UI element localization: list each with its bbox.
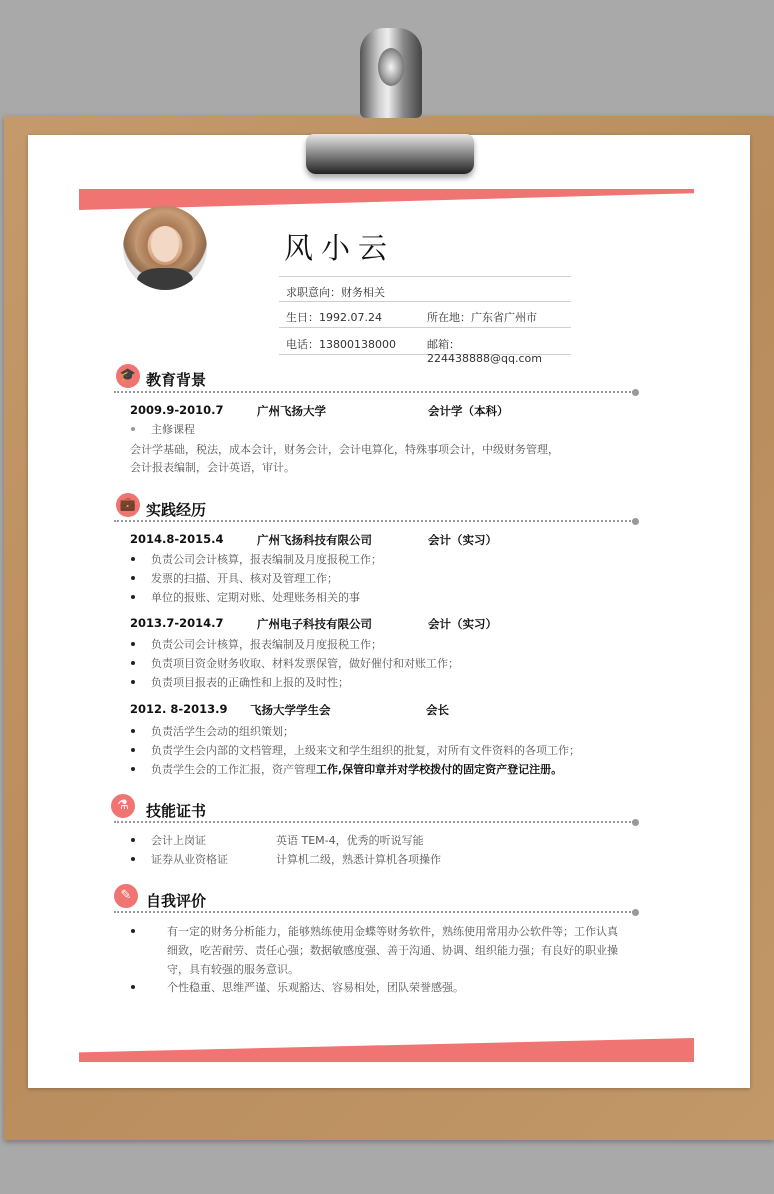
self-eval-title: 自我评价 xyxy=(146,892,207,910)
job2-period: 2013.7-2014.7 xyxy=(130,616,224,630)
candidate-name: 风小云 xyxy=(284,231,396,265)
skills-title: 技能证书 xyxy=(146,802,207,820)
birthday: 生日：1992.07.24 xyxy=(286,311,382,324)
bullet xyxy=(131,767,135,771)
info-row-birth xyxy=(279,302,571,328)
skills-divider xyxy=(114,821,634,823)
avatar-shirt xyxy=(137,268,193,290)
clip-base-icon xyxy=(306,134,474,174)
graduation-cap-icon: 🎓 xyxy=(116,364,140,388)
briefcase-icon: 💼 xyxy=(116,493,140,517)
experience-divider xyxy=(114,520,634,522)
self-eval-divider xyxy=(114,911,634,913)
divider-dot xyxy=(632,909,639,916)
bullet xyxy=(131,557,135,561)
job3-role: 会长 xyxy=(426,703,449,717)
flask-icon: ⚗ xyxy=(111,794,135,818)
job1-company: 广州飞扬科技有限公司 xyxy=(257,533,372,547)
divider-dot xyxy=(632,389,639,396)
skill1-name: 会计上岗证 xyxy=(151,834,206,847)
job3-company: 飞扬大学学生会 xyxy=(250,703,331,717)
skill2-desc: 计算机二级，熟悉计算机各项操作 xyxy=(276,853,441,866)
education-divider xyxy=(114,391,634,393)
job2-role: 会计（实习） xyxy=(428,617,497,631)
phone: 电话：13800138000 xyxy=(286,338,396,351)
bullet xyxy=(131,680,135,684)
bullet xyxy=(131,985,135,989)
job3-duty3 xyxy=(151,761,562,777)
divider-dot xyxy=(632,819,639,826)
job1-role: 会计（实习） xyxy=(428,533,497,547)
bullet xyxy=(131,427,135,431)
bullet xyxy=(131,857,135,861)
bullet xyxy=(131,642,135,646)
job2-company: 广州电子科技有限公司 xyxy=(257,617,372,631)
job1-period: 2014.8-2015.4 xyxy=(130,532,224,546)
job1-duty1: 负责公司会计核算，报表编制及月度报税工作； xyxy=(151,553,382,566)
job2-duty2: 负责项目资金财务收取、材料发票保管，做好催付和对账工作； xyxy=(151,657,459,670)
job3-duty3-a: 负责学生会的工作汇报，资产管理 xyxy=(151,763,316,776)
job-intent: 求职意向：财务相关 xyxy=(286,286,385,299)
email: 邮箱：224438888@qq.com xyxy=(427,338,542,365)
info-row-contact xyxy=(279,329,571,365)
bullet xyxy=(131,576,135,580)
avatar xyxy=(123,206,207,290)
job3-duty2: 负责学生会内部的文档管理，上级来文和学生组织的批复，对所有文件资料的各项工作； xyxy=(151,744,580,757)
job1-duty3: 单位的报账、定期对账、处理账务相关的事 xyxy=(151,591,360,604)
bullet xyxy=(131,661,135,665)
self-eval-p1-line2: 细致，吃苦耐劳、责任心强；数据敏感度强、善于沟通、协调、组织能力强；有良好的职业操 xyxy=(167,944,618,957)
info-row-intent xyxy=(279,276,571,302)
bullet xyxy=(131,729,135,733)
clip-hole-icon xyxy=(378,48,404,86)
edu-period: 2009.9-2010.7 xyxy=(130,403,224,417)
skill1-desc: 英语 TEM-4，优秀的听说写能 xyxy=(276,834,424,847)
edu-school: 广州飞扬大学 xyxy=(257,404,326,418)
job3-period: 2012. 8-2013.9 xyxy=(130,702,228,716)
avatar-face xyxy=(151,226,179,262)
courses-line1: 会计学基础，税法，成本会计，财务会计，会计电算化，特殊事项会计，中级财务管理， xyxy=(130,443,559,456)
courses-label: 主修课程 xyxy=(151,423,195,436)
self-eval-p1-line3: 守，具有较强的服务意识。 xyxy=(167,963,299,976)
experience-title: 实践经历 xyxy=(146,501,207,519)
courses-line2: 会计报表编制，会计英语，审计。 xyxy=(130,461,295,474)
education-title: 教育背景 xyxy=(146,371,207,389)
location: 所在地：广东省广州市 xyxy=(427,311,537,324)
bullet xyxy=(131,595,135,599)
job2-duty3: 负责项目报表的正确性和上报的及时性； xyxy=(151,676,349,689)
job2-duty1: 负责公司会计核算，报表编制及月度报税工作； xyxy=(151,638,382,651)
bullet xyxy=(131,838,135,842)
self-eval-p2: 个性稳重、思维严谨、乐观豁达、容易相处，团队荣誉感强。 xyxy=(167,981,464,994)
edit-icon: ✎ xyxy=(114,884,138,908)
job1-duty2: 发票的扫描、开具、核对及管理工作； xyxy=(151,572,338,585)
self-eval-p1-line1: 有一定的财务分析能力，能够熟练使用金蝶等财务软件，熟练使用常用办公软件等；工作认真 xyxy=(167,925,618,938)
divider-dot xyxy=(632,518,639,525)
edu-major: 会计学（本科） xyxy=(428,404,509,418)
job3-duty3-b: 工作,保管印章并对学校拨付的固定资产登记注册。 xyxy=(316,763,563,776)
job3-duty1: 负责活学生会动的组织策划； xyxy=(151,725,294,738)
bullet xyxy=(131,748,135,752)
bullet xyxy=(131,929,135,933)
skill2-name: 证券从业资格证 xyxy=(151,853,228,866)
